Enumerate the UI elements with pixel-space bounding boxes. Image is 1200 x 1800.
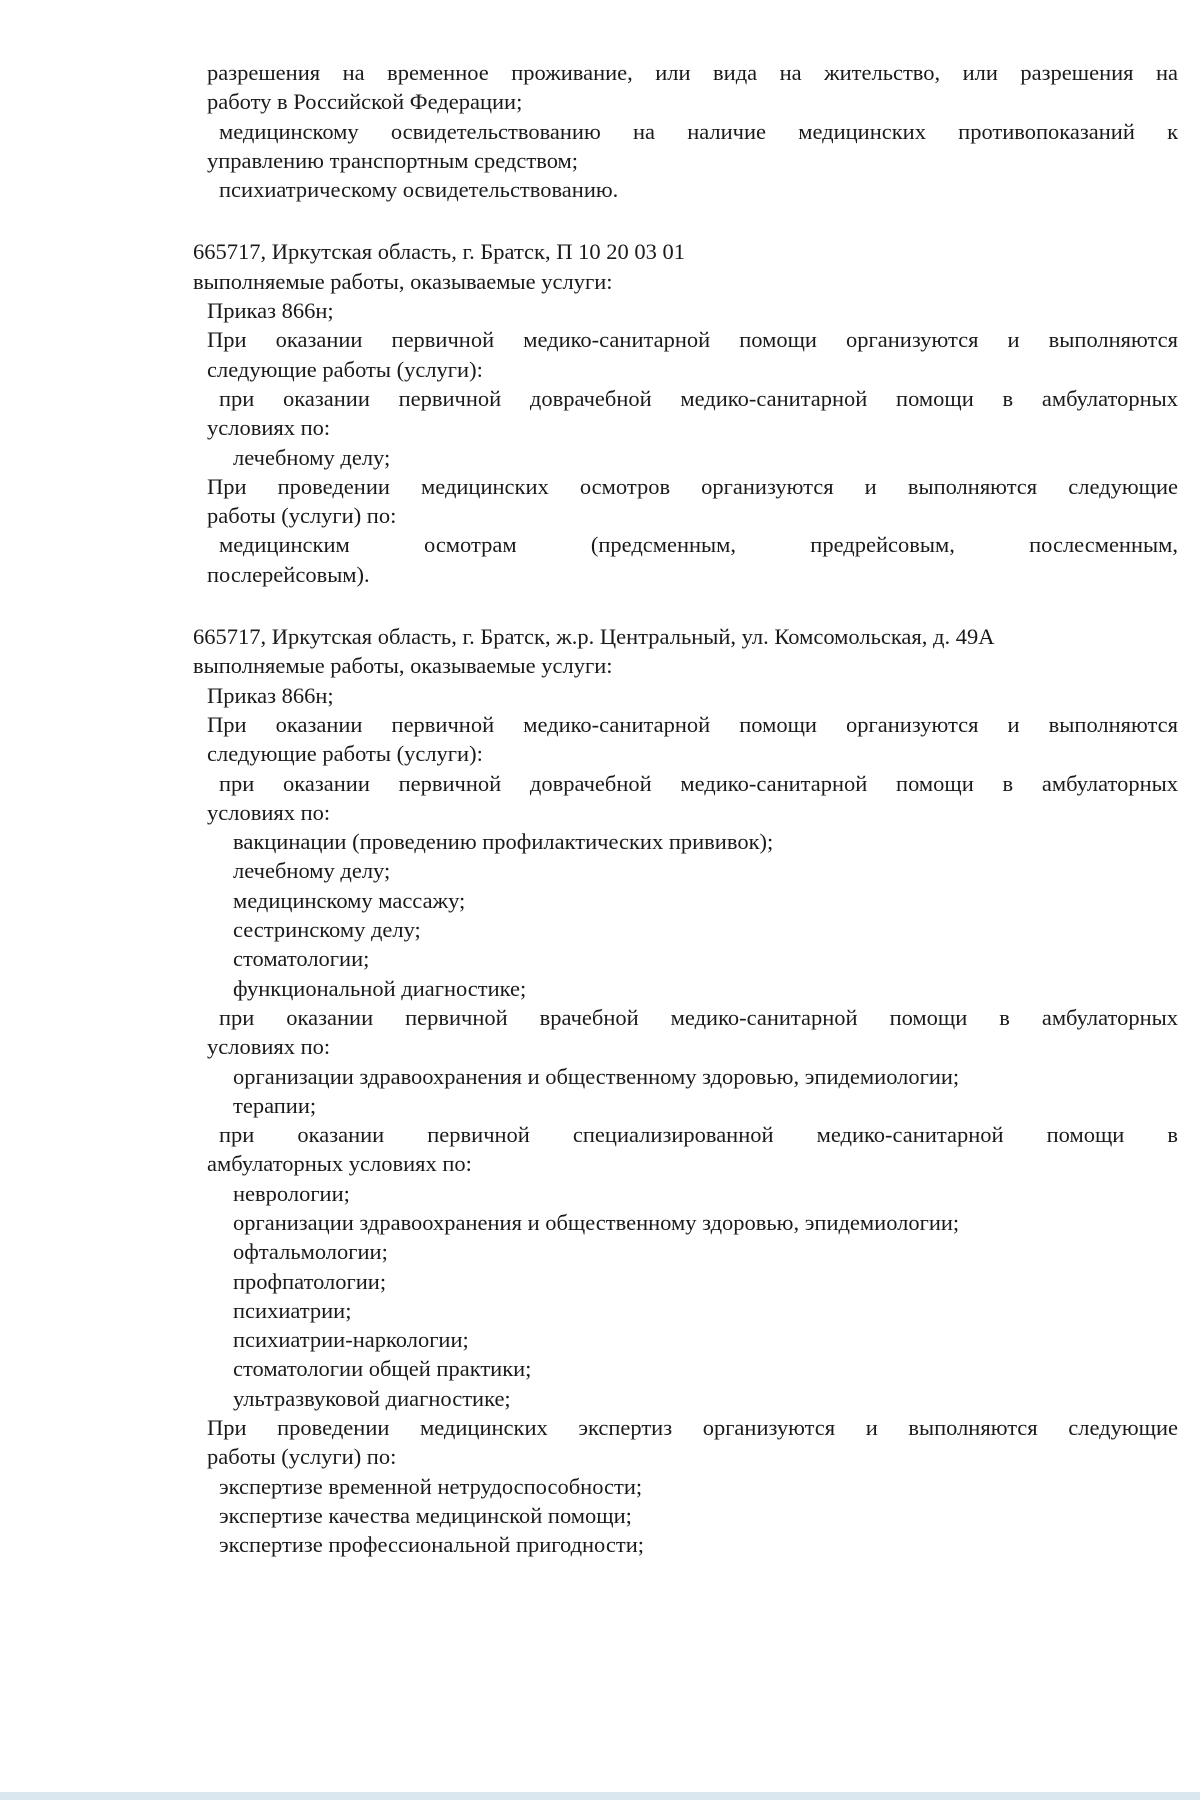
text-line: работы (услуги) по: [207,503,397,529]
services-label: выполняемые работы, оказываемые услуги: [193,268,613,294]
order-reference: Приказ 866н; [207,682,334,708]
text-line: медицинским осмотрам (предсменным, предрейсовым, послесменным, [219,532,1178,558]
list-item: профпатологии; [233,1268,387,1294]
text-line: следующие работы (услуги): [207,356,483,382]
text-line: при оказании первичной доврачебной медико-санитарной помощи в амбулаторных [219,770,1178,796]
list-item: лечебному делу; [233,858,391,884]
section-address-1 [193,237,1178,589]
text-line: медицинскому освидетельствованию на наличие медицинских противопоказаний к [219,118,1178,144]
services-label: выполняемые работы, оказываемые услуги: [193,653,613,679]
text-line: разрешения на временное проживание, или вида на жительство, или разрешения на [207,60,1178,85]
text-line: При оказании первичной медико-санитарной помощи организуются и выполняются [207,711,1178,737]
address-heading: 665717, Иркутская область, г. Братск, П 10 20 03 01 [193,239,685,265]
text-line: следующие работы (услуги): [207,741,483,767]
list-item: психиатрии; [233,1297,352,1323]
list-item: экспертизе качества медицинской помощи; [219,1502,632,1528]
text-line: при оказании первичной специализированной медико-санитарной помощи в [219,1122,1178,1148]
text-line: условиях по: [207,415,331,441]
text-line: управлению транспортным средством; [207,147,579,173]
list-item: офтальмологии; [233,1239,388,1265]
text-line: условиях по: [207,1034,331,1060]
text-line: При проведении медицинских осмотров организуются и выполняются следующие [207,473,1178,499]
text-line: психиатрическому освидетельствованию. [219,177,619,203]
text-line: при оказании первичной доврачебной медико-санитарной помощи в амбулаторных [219,385,1178,411]
list-item: медицинскому массажу; [233,887,466,913]
list-item: психиатрии-наркологии; [233,1327,469,1353]
text-line: работы (услуги) по: [207,1444,397,1470]
list-item: экспертизе профессиональной пригодности; [219,1532,644,1558]
text-line: условиях по: [207,799,331,825]
text-line: работу в Российской Федерации; [207,89,523,115]
list-item: экспертизе временной нетрудоспособности; [219,1473,643,1499]
text-line: послерейсовым). [207,561,370,587]
list-item: организации здравоохранения и общественному здоровью, эпидемиологии; [233,1209,960,1235]
list-item: стоматологии; [233,946,370,972]
list-item: ультразвуковой диагностике; [233,1385,511,1411]
list-item: стоматологии общей практики; [233,1356,532,1382]
text-line: При проведении медицинских экспертиз организуются и выполняются следующие [207,1415,1178,1441]
section-address-2 [193,622,1178,1560]
text-line: при оказании первичной врачебной медико-санитарной помощи в амбулаторных [219,1004,1178,1030]
list-item: сестринскому делу; [233,917,421,943]
section-continuation [193,58,1178,204]
list-item: лечебному делу; [233,444,391,470]
list-item: вакцинации (проведению профилактических прививок); [233,829,774,855]
list-item: функциональной диагностике; [233,975,527,1001]
page-bottom-border [0,1792,1200,1800]
list-item: организации здравоохранения и общественному здоровью, эпидемиологии; [233,1063,960,1089]
address-heading: 665717, Иркутская область, г. Братск, ж.р. Центральный, ул. Комсомольская, д. 49А [193,624,995,650]
text-line: При оказании первичной медико-санитарной помощи организуются и выполняются [207,327,1178,353]
document-body [193,58,1178,1560]
list-item: неврологии; [233,1180,350,1206]
order-reference: Приказ 866н; [207,298,334,324]
list-item: терапии; [233,1092,317,1118]
text-line: амбулаторных условиях по: [207,1151,472,1177]
